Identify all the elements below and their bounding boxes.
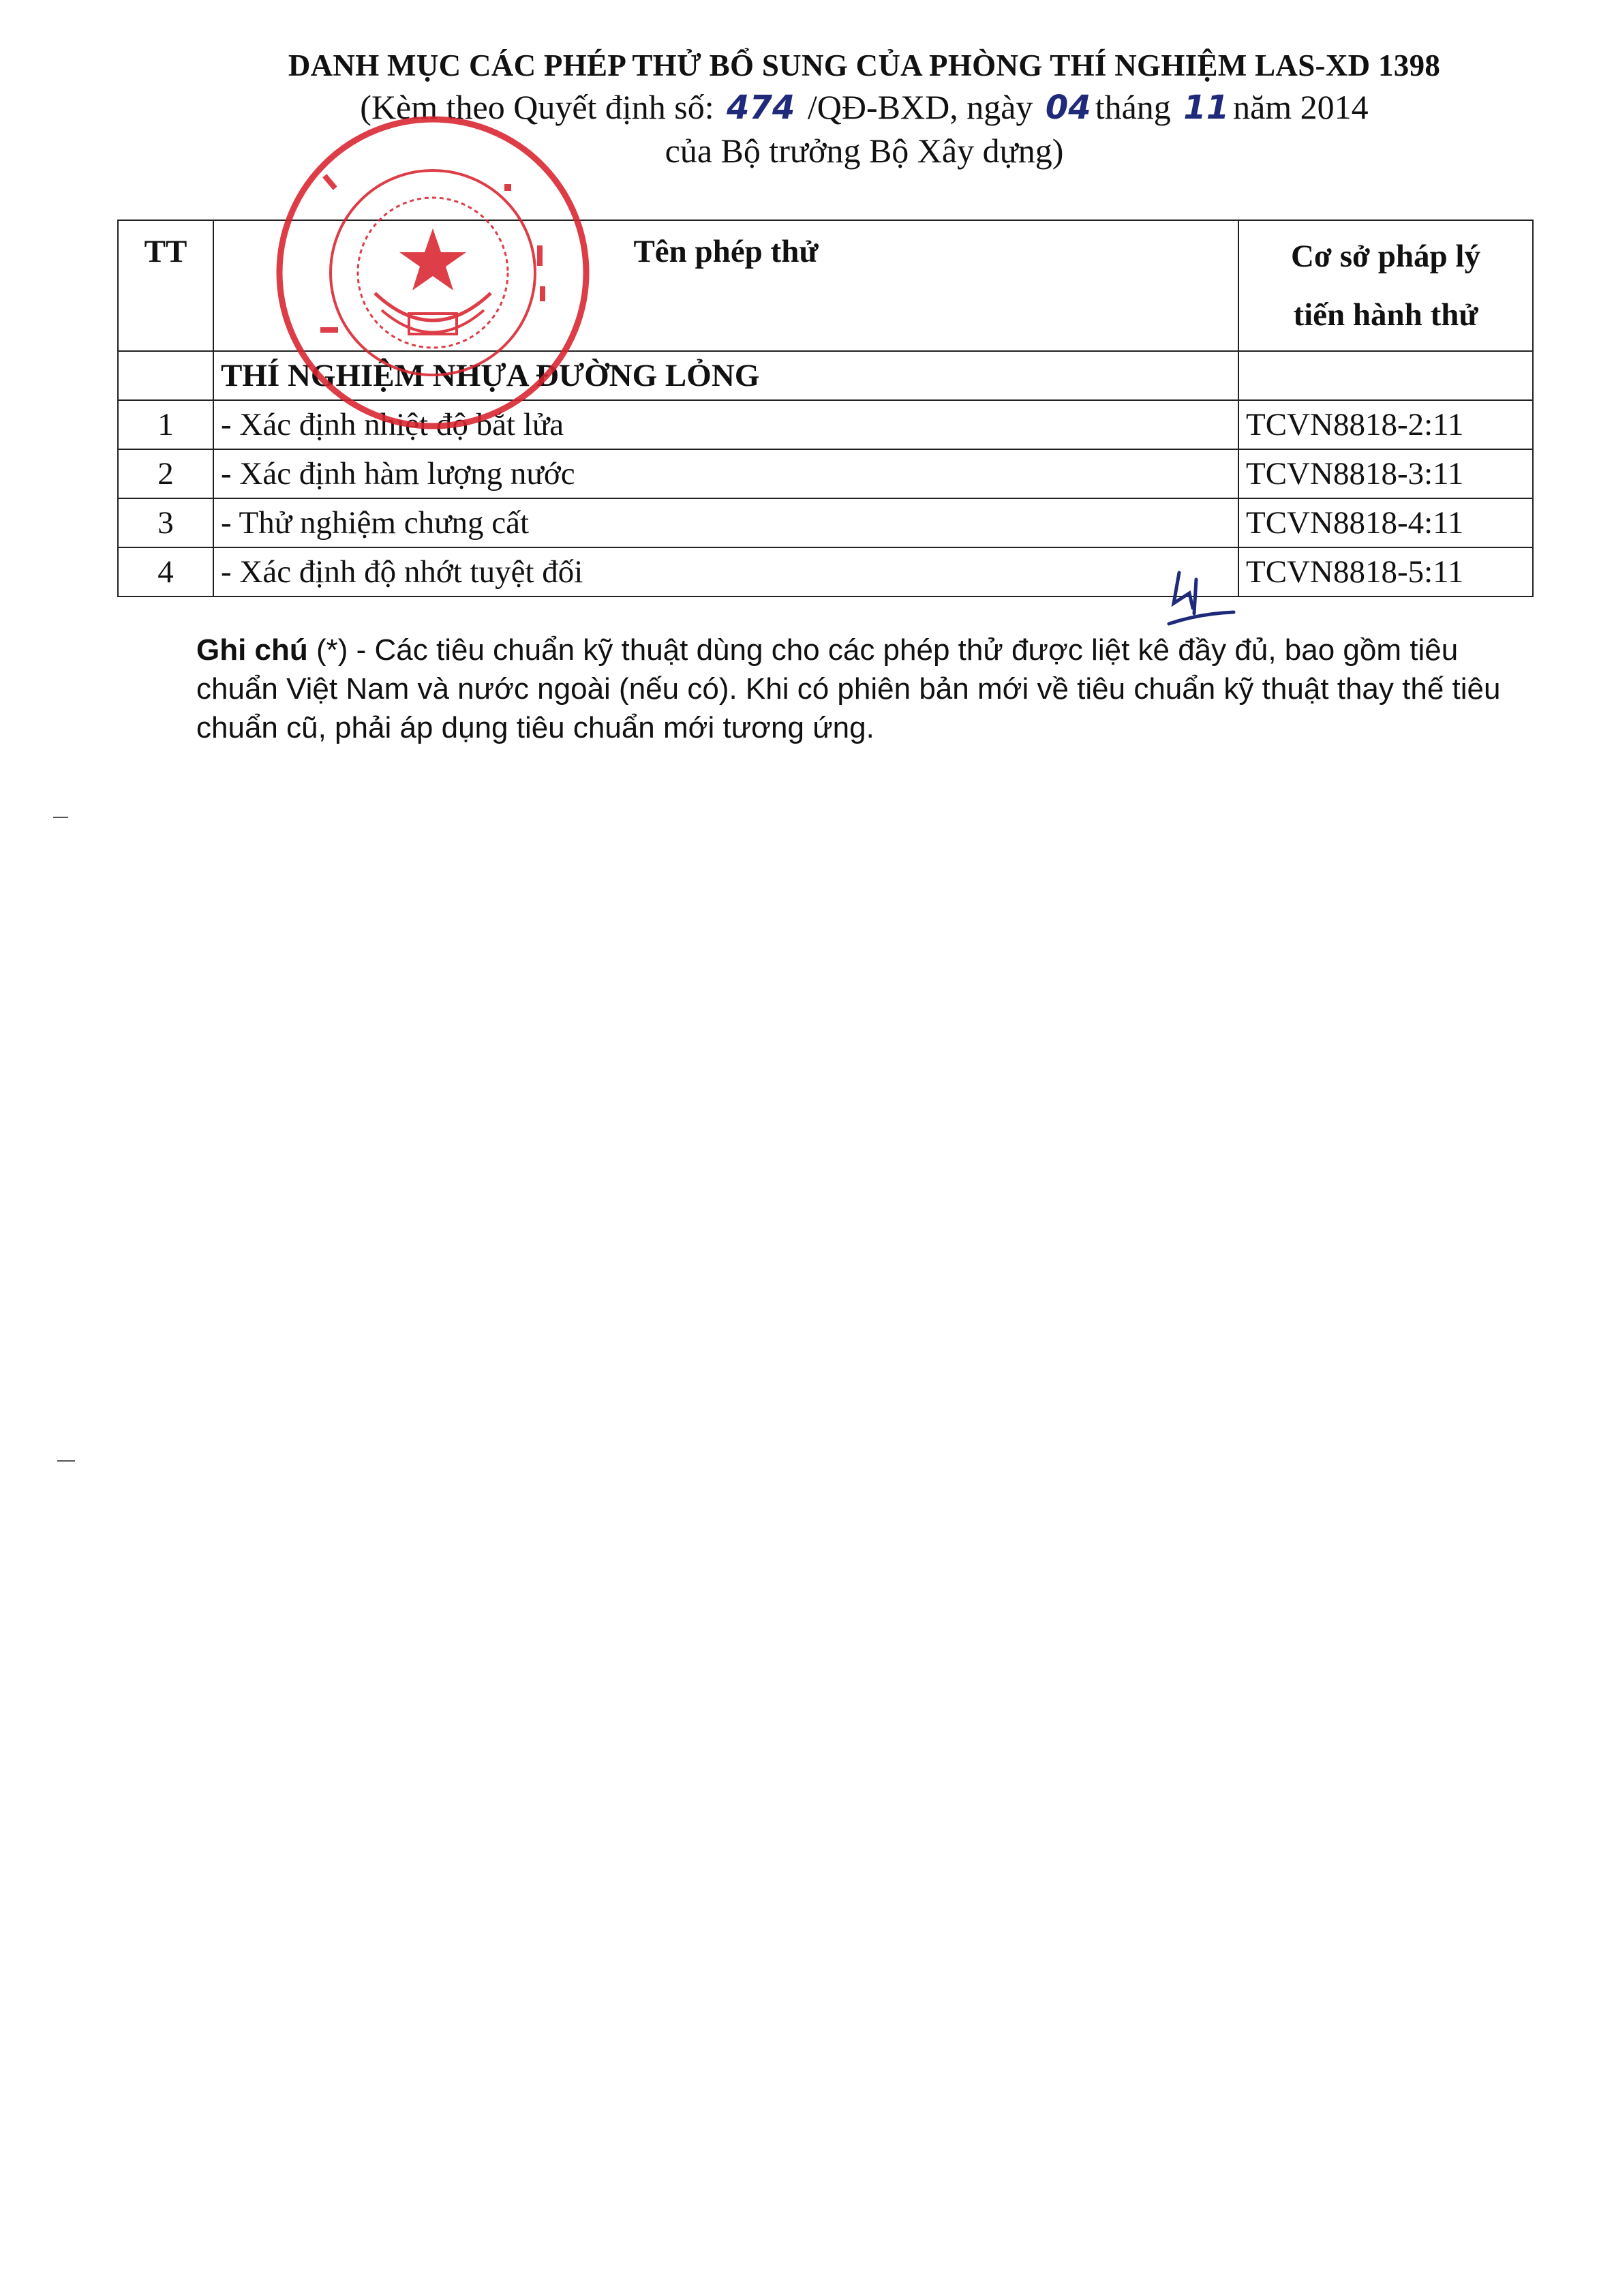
footnote-label: Ghi chú — [196, 633, 308, 667]
footnote-text: (*) - Các tiêu chuẩn kỹ thuật dùng cho các phép thử được liệt kê đầy đủ, bao gồm tiêu chuẩn Việt Nam và nước ngoài (nếu có). Khi có phiên bản mới về tiêu chuẩn kỹ thuật thay thế tiêu chuẩn cũ, phải áp dụng tiêu chuẩn mới tương ứng. — [196, 633, 1501, 744]
official-seal-stamp — [273, 109, 593, 436]
footnote — [196, 631, 1532, 747]
section-basis-cell — [1238, 351, 1533, 400]
decision-number: 474 — [727, 89, 795, 127]
subtitle-prefix: (Kèm theo Quyết định số: — [360, 88, 714, 126]
table-row — [118, 449, 1533, 498]
subtitle-mid: /QĐ-BXD, ngày — [807, 88, 1033, 126]
document-subtitle-issuer: của Bộ trưởng Bộ Xây dựng) — [665, 132, 1064, 170]
month-label: tháng — [1095, 88, 1171, 126]
section-tt-cell — [118, 351, 213, 400]
decision-day: 04 — [1045, 89, 1091, 127]
row-standard: TCVN8818-2:11 — [1238, 400, 1533, 449]
section-title: THÍ NGHIỆM NHỰA ĐƯỜNG LỎNG — [213, 351, 1238, 400]
row-number: 2 — [118, 449, 213, 498]
row-standard: TCVN8818-3:11 — [1238, 449, 1533, 498]
row-test-name: - Thử nghiệm chưng cất — [213, 498, 1238, 547]
header-legal-basis — [1238, 220, 1533, 351]
header-basis-line2: tiến hành thử — [1293, 297, 1478, 333]
row-test-name: - Xác định hàm lượng nước — [213, 449, 1238, 498]
table-row — [118, 547, 1533, 596]
row-standard: TCVN8818-5:11 — [1238, 547, 1533, 596]
year-label: năm 2014 — [1233, 88, 1369, 126]
decision-month: 11 — [1183, 89, 1230, 127]
document-title: DANH MỤC CÁC PHÉP THỬ BỔ SUNG CỦA PHÒNG THÍ NGHIỆM LAS-XD 1398 — [288, 48, 1441, 82]
scan-speck — [57, 1460, 75, 1462]
header-basis-line1: Cơ sở pháp lý — [1290, 239, 1480, 274]
header-test-name: Tên phép thử — [213, 220, 1238, 351]
handwritten-initials — [1159, 566, 1240, 641]
scan-speck — [53, 817, 68, 818]
document-subtitle — [0, 87, 1599, 127]
row-test-name: - Xác định độ nhớt tuyệt đối — [213, 547, 1238, 596]
row-standard: TCVN8818-4:11 — [1238, 498, 1533, 547]
table-row — [118, 498, 1533, 547]
row-number: 4 — [118, 547, 213, 596]
row-number: 1 — [118, 400, 213, 449]
row-number: 3 — [118, 498, 213, 547]
header-tt: TT — [118, 220, 213, 351]
row-test-name: - Xác định nhiệt độ bắt lửa — [213, 400, 1238, 449]
